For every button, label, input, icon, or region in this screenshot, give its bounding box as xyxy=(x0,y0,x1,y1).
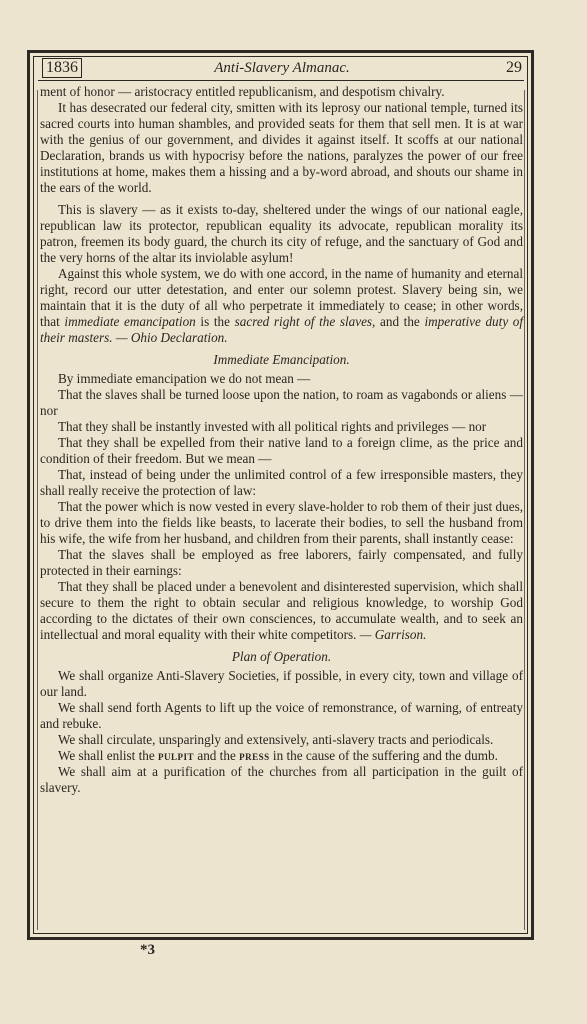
paragraph: That the slaves shall be employed as free laborers, fairly compensated, and fully protected in their earnings: xyxy=(40,547,523,578)
ohio-declaration-paragraph xyxy=(40,266,523,346)
paragraph: We shall circulate, unsparingly and extensively, anti-slavery tracts and periodicals. xyxy=(58,732,494,747)
paragraph-text: Against this whole system, we do with one accord, in the name of humanity and eternal right, record our utter detestation, and enter our solemn protest. Slavery being sin, we maintain that it is the duty of all who perpetrate it immediately to cease; in other words, that xyxy=(40,266,523,329)
pulpit-press-paragraph xyxy=(40,748,523,764)
emphasis: sacred right of the slaves, xyxy=(234,314,376,329)
paragraph: That they shall be expelled from their native land to a foreign clime, as the price and condition of their freedom. But we mean — xyxy=(40,435,523,466)
paragraph-text: and the xyxy=(380,314,420,329)
page-body xyxy=(40,84,523,796)
left-rule xyxy=(37,90,38,930)
paragraph: We shall send forth Agents to lift up the voice of remonstrance, of warning, of entreaty and rebuke. xyxy=(40,700,523,731)
section-heading: Immediate Emancipation. xyxy=(213,352,350,367)
paragraph: That they shall be instantly invested with all political rights and privileges — nor xyxy=(58,419,487,434)
paragraph-text: in the cause of the suffering and the dumb. xyxy=(272,748,498,763)
paragraph-text: We shall enlist the xyxy=(58,748,155,763)
header-year: 1836 xyxy=(42,58,82,78)
paragraph: ment of honor — aristocracy entitled republicanism, and despotism chivalry. xyxy=(40,84,445,99)
emphasis: immediate emancipation xyxy=(64,314,196,329)
signature-mark: *3 xyxy=(140,942,155,958)
garrison-paragraph xyxy=(40,579,523,643)
paragraph: We shall aim at a purification of the churches from all participation in the guilt of slavery. xyxy=(40,764,523,795)
header-title: Anti-Slavery Almanac. xyxy=(214,60,350,76)
paragraph: That, instead of being under the unlimited control of a few irresponsible masters, they shall really receive the protection of law: xyxy=(40,467,523,498)
citation: — Garrison. xyxy=(359,627,427,642)
paragraph: That the power which is now vested in every slave-holder to rob them of their just dues, to drive them into the fields like beasts, to lacerate their bodies, to sell the husband from his wife, the wife from her husband, and children from their parents, shall instantly cease: xyxy=(40,499,523,546)
citation: — Ohio Declaration. xyxy=(115,330,228,345)
page-number: 29 xyxy=(506,59,522,76)
emphasis: imperative duty of their masters. xyxy=(40,314,524,345)
right-rule xyxy=(524,90,525,930)
paragraph-text: is the xyxy=(200,314,230,329)
paragraph: That the slaves shall be turned loose upon the nation, to roam as vagabonds or aliens — nor xyxy=(40,387,523,418)
emphasis-pulpit: pulpit xyxy=(158,748,195,763)
emphasis-press: press xyxy=(239,748,270,763)
header-rule xyxy=(38,80,524,81)
paragraph: It has desecrated our federal city, smitten with its leprosy our national temple, turned its sacred courts into human shambles, and provided seats for them that sell men. It is at war with the genius of our government, and divides it against itself. It scoffs at our national Declaration, brands us with hypocrisy before the nations, paralyzes the power of our free institutions at home, makes them a hissing and a by-word abroad, and shouts our shame in the ears of the world. xyxy=(40,100,523,195)
paragraph-text: and the xyxy=(197,748,236,763)
running-header xyxy=(38,58,526,80)
paragraph: By immediate emancipation we do not mean — xyxy=(58,371,311,386)
paragraph: This is slavery — as it exists to-day, sheltered under the wings of our national eagle, republican law its protector, republican equality its advocate, republican morality its patron, freemen its body guard, the church its city of refuge, and the sanctuary of God and the very horns of the altar its inviolable asylum! xyxy=(40,202,523,265)
paragraph-text: That they shall be placed under a benevolent and disinterested supervision, which shall secure to them the right to obtain secular and religious knowledge, to worship God according to the dictates of their own consciences, to accumulate wealth, and to seek an intellectual and moral equality with their white competitors. xyxy=(40,579,523,642)
section-heading: Plan of Operation. xyxy=(231,649,332,664)
paragraph: We shall organize Anti-Slavery Societies, if possible, in every city, town and village of our land. xyxy=(40,668,523,699)
